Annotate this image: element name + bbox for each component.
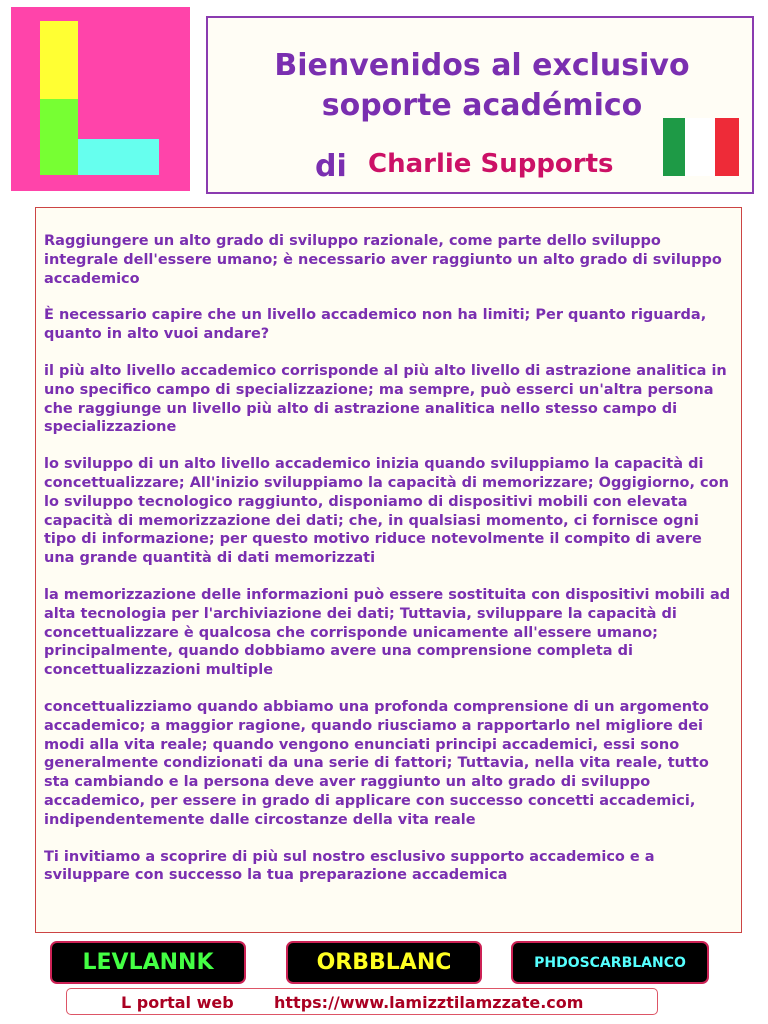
brand-name: Charlie Supports	[368, 149, 614, 179]
header-box	[206, 16, 754, 194]
flag-green-stripe	[663, 118, 685, 176]
title-line-2: soporte académico	[321, 88, 643, 123]
paragraph-4: lo sviluppo di un alto livello accademico inizia quando sviluppiamo la capacità di concettualizzare; All'inizio sviluppiamo la capacità di memorizzare; Oggigiorno, con lo sviluppo tecnologico raggiunto, disponiamo di dispositivi mobili con elevata capacità di memorizzazione dei dati; che, in qualsiasi momento, ci fornisce ogni tipo di informazione; per questo motivo riduce notevolmente il compito di avere una grande quantità di dati memorizzati	[44, 456, 729, 567]
content-box	[35, 207, 742, 933]
page-title	[208, 46, 756, 126]
logo	[11, 7, 190, 191]
logo-cyan-block	[78, 139, 159, 175]
paragraph-2: È necessario capire che un livello accademico non ha limiti; Per quanto riguarda, quanto in alto vuoi andare?	[44, 307, 707, 343]
title-line-1: Bienvenidos al exclusivo	[274, 48, 690, 83]
italian-flag-icon	[663, 118, 739, 176]
paragraph-3: il più alto livello accademico corrisponde al più alto livello di astrazione analitica in uno specifico campo di specializzazione; ma sempre, può esserci un'altra persona che raggiunge un livello più alto di astrazione analitica nello stesso campo di specializzazione	[44, 362, 727, 436]
logo-green-block	[40, 99, 78, 175]
flag-red-stripe	[715, 118, 739, 176]
footer-label: L portal web	[121, 993, 234, 1012]
logo-yellow-block	[40, 21, 78, 99]
orbblanc-button[interactable]: ORBBLANC	[286, 941, 482, 984]
paragraph-5: la memorizzazione delle informazioni può essere sostituita con dispositivi mobili ad alta tecnologia per l'archiviazione dei dati; Tuttavia, sviluppare la capacità di concettualizzare è qualcosa che corrisponde unicamente all'essere umano; principalmente, quando dobbiamo avere una comprensione completa di concettualizzazioni multiple	[44, 586, 731, 679]
paragraph-6: concettualizziamo quando abbiamo una profonda comprensione di un argomento accademico; a maggior ragione, quando riusciamo a rapportarlo nel migliore dei modi alla vita reale; quando vengono enunciati principi accademici, essi sono generalmente condizionati da una serie di fattori; Tuttavia, nella vita reale, tutto sta cambiando e la persona deve aver raggiunto un alto grado di sviluppo accademico, per essere in grado di applicare con successo concetti accademici, indipendentemente dalle circostanze della vita reale	[44, 698, 710, 828]
paragraph-1: Raggiungere un alto grado di sviluppo razionale, come parte dello sviluppo integrale dell'essere umano; è necessario aver raggiunto un alto grado di sviluppo accademico	[44, 233, 722, 287]
flag-white-stripe	[685, 118, 715, 176]
levlannk-button[interactable]: LEVLANNK	[50, 941, 246, 984]
phdoscarblanco-button[interactable]: PHDOSCARBLANCO	[511, 941, 709, 984]
footer-portal-link[interactable]	[66, 988, 658, 1015]
di-label: di	[315, 149, 347, 184]
footer-url[interactable]: https://www.lamizztilamzzate.com	[274, 993, 584, 1012]
paragraph-7: Ti invitiamo a scoprire di più sul nostro esclusivo supporto accademico e a sviluppare con successo la tua preparazione accademica	[44, 848, 655, 884]
